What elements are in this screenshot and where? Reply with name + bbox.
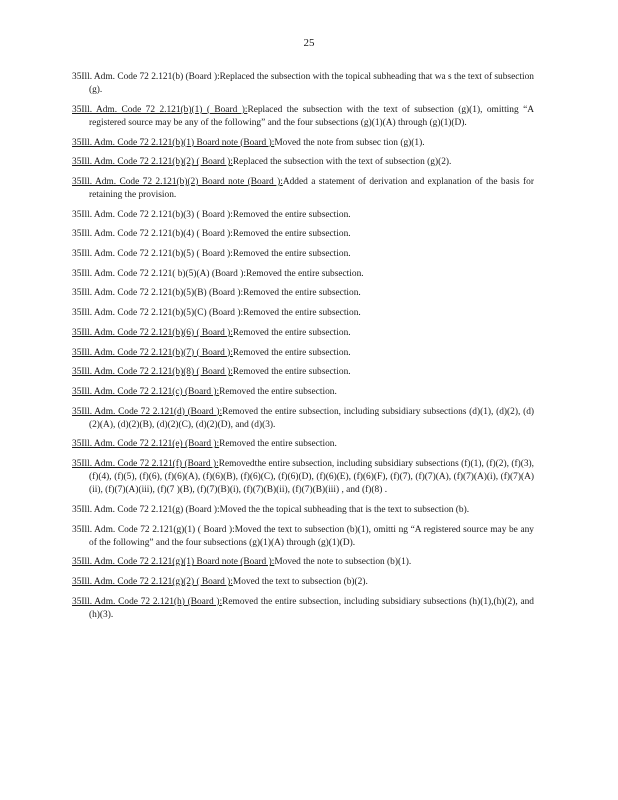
citation: 35Ill. Adm. Code 72 2.121(b)(5) ( Board ): (72, 249, 233, 260)
amendment-entry (72, 228, 534, 241)
change-description: Moved the note to subsection (b)(1). (274, 557, 412, 568)
citation: 35Ill. Adm. Code 72 2.121(b) (Board ): (72, 72, 220, 82)
citation: 35Ill. Adm. Code 72 2.121(b)(3) ( Board ): (72, 209, 233, 220)
citation: 35Ill. Adm. Code 72 2.121(b)(8) ( Board ): (72, 367, 233, 378)
amendment-list (72, 71, 537, 629)
amendment-entry (72, 209, 534, 222)
citation: 35Ill. Adm. Code 72 2.121(b)(6) ( Board ): (72, 327, 233, 338)
amendment-entry (72, 576, 534, 589)
change-description: Removed the entire subsection. (243, 308, 361, 319)
change-description: Removed the entire subsection. (232, 367, 351, 378)
citation: 35Ill. Adm. Code 72 2.121(b)(5)(C) (Board ): (72, 308, 244, 319)
amendment-entry (72, 406, 534, 432)
change-description: Removed the entire subsection. (232, 229, 351, 240)
citation: 35Ill. Adm. Code 72 2.121(g)(1) ( Board ): (72, 524, 235, 535)
citation: 35Ill. Adm. Code 72 2.121(c) (Board ): (72, 386, 220, 397)
change-description: Removed the entire subsection. (232, 347, 351, 358)
change-description: Moved the text to subsection (b)(2). (232, 577, 368, 588)
change-description: Removed the entire subsection. (243, 288, 361, 299)
change-description: Replaced the subsection with the text of subsection (g)(2). (232, 157, 452, 168)
citation: 35Ill. Adm. Code 72 2.121(g)(2) ( Board ): (72, 577, 233, 588)
amendment-entry (72, 366, 534, 379)
citation: 35Ill. Adm. Code 72 2.121(g) (Board ): (72, 504, 220, 515)
amendment-entry (72, 504, 534, 517)
change-description: Removedthe entire subsection, including subsidiary subsections (f)(1), (f)(2), (f)(3), (f)(4), (f)(5), (f)(6), (f)(6)(A), (f)(6)(B), (f)(6)(C), (f)(6)(D), (f)(6)(E), (f)(6)(F), (f)(7), (f)(7)(A), (f)(7)(A)(i), (f)(7)(A)(ii), (f)(7)(A)(iii), (f)(7 )(B), (f)(7)(B)(i), (f)(7)(B)(ii), (f)(7)(B)(iii) , and (f)(8) . (89, 459, 537, 496)
amendment-entry (72, 176, 537, 202)
citation: 35Ill. Adm. Code 72 2.121(f) (Board ): (72, 459, 219, 470)
amendment-entry (72, 104, 537, 130)
change-description: Moved the text to subsection (b)(1), omitti ng “A registered source may be any of the following” and the four subsections (g)(1)(A) through (g)(1)(D). (89, 524, 537, 548)
amendment-entry (72, 137, 534, 150)
citation: 35Ill. Adm. Code 72 2.121(b)(5)(B) (Board ): (72, 288, 244, 299)
amendment-entry (72, 347, 534, 360)
change-description: Added a statement of derivation and explanation of the basis for retaining the provision. (89, 176, 537, 201)
amendment-entry (72, 386, 534, 399)
citation: 35Ill. Adm. Code 72 2.121(g)(1) Board note (Board ): (72, 557, 275, 568)
citation: 35Ill. Adm. Code 72 2.121(d) (Board ): (72, 406, 223, 417)
change-description: Replaced the subsection with the text of subsection (g)(1), omitting “A registered source may be any of the following” and the four subsections (g)(1)(A) through (g)(1)(D). (89, 104, 537, 128)
change-description: Removed the entire subsection. (232, 327, 351, 338)
page-number: 25 (303, 37, 315, 49)
citation: 35Ill. Adm. Code 72 2.121( b)(5)(A) (Board ): (72, 268, 246, 279)
change-description: Removed the entire subsection, including subsidiary subsections (h)(1),(h)(2), and (h)(3). (89, 596, 537, 620)
citation: 35Ill. Adm. Code 72 2.121(b)(2) Board note (Board ): (72, 176, 283, 187)
change-description: Removed the entire subsection. (219, 386, 337, 397)
amendment-entry (72, 438, 534, 451)
amendment-entry (72, 524, 537, 550)
change-description: Removed the entire subsection. (245, 268, 364, 279)
citation: 35Ill. Adm. Code 72 2.121(b)(1) ( Board ): (72, 104, 248, 115)
change-description: Moved the note from subsec tion (g)(1). (274, 137, 425, 148)
change-description: Moved the the topical subheading that is the text to subsection (b). (219, 504, 470, 515)
amendment-entry (72, 71, 537, 97)
change-description: Replaced the subsection with the topical subheading that wa s the text of subsection (g). (89, 72, 537, 96)
citation: 35Ill. Adm. Code 72 2.121(b)(7) ( Board ): (72, 347, 233, 358)
change-description: Removed the entire subsection. (219, 439, 337, 450)
citation: 35Ill. Adm. Code 72 2.121(e) (Board ): (72, 439, 220, 450)
citation: 35Ill. Adm. Code 72 2.121(b)(1) Board note (Board ): (72, 137, 275, 148)
amendment-entry (72, 327, 534, 340)
amendment-entry (72, 248, 534, 261)
citation: 35Ill. Adm. Code 72 2.121(b)(4) ( Board ): (72, 229, 233, 240)
citation: 35Ill. Adm. Code 72 2.121(b)(2) ( Board ): (72, 157, 233, 168)
amendment-entry (72, 287, 534, 300)
change-description: Removed the entire subsection. (232, 249, 351, 260)
amendment-entry (72, 458, 537, 497)
amendment-entry (72, 556, 534, 569)
amendment-entry (72, 307, 534, 320)
amendment-entry (72, 596, 537, 622)
amendment-entry (72, 268, 534, 281)
citation: 35Ill. Adm. Code 72 2.121(h) (Board ): (72, 596, 223, 607)
change-description: Removed the entire subsection. (232, 209, 351, 220)
change-description: Removed the entire subsection, including subsidiary subsections (d)(1), (d)(2), (d)(2)(A), (d)(2)(B), (d)(2)(C), (d)(2)(D), and (d)(3). (89, 406, 534, 430)
amendment-entry (72, 156, 534, 169)
